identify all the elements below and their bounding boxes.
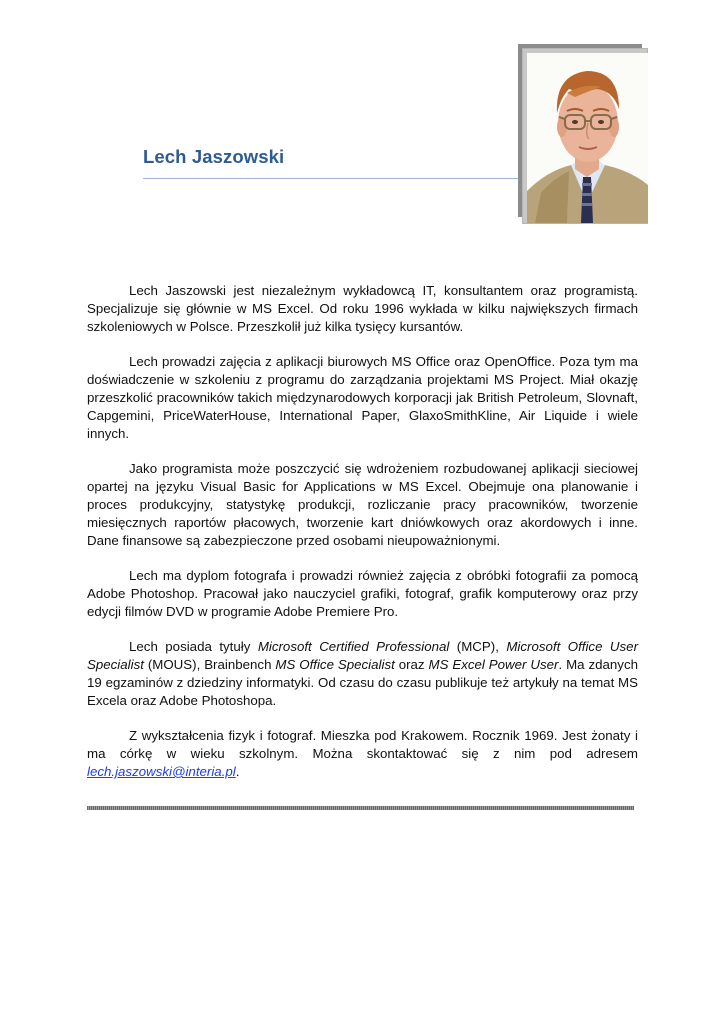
text-segment: . [235,764,240,779]
portrait-icon [527,53,648,223]
page-title: Lech Jaszowski [143,146,285,167]
paragraph-office: Lech prowadzi zajęcia z aplikacji biurowych MS Office oraz OpenOffice. Poza tym ma doświadczenie w szkoleniu z programu do zarządzania projektami MS Project. Miał okazję przeszkolić pracowników takich międzynarodowych korporacji jak British Petroleum, Slovnaft, Capgemini, PriceWaterHouse, International Paper, GlaxoSmithKline, Air Liquide i wiele innych. [87,354,638,441]
text-segment: oraz [394,657,429,672]
title-underline [143,178,519,179]
certification-mcp: Microsoft Certified Professional [257,639,450,654]
text-segment: (MCP), [449,639,507,654]
certification-excel-power-user: MS Excel Power User [428,657,559,672]
certification-office-specialist: MS Office Specialist [275,657,395,672]
paragraph-intro: Lech Jaszowski jest niezależnym wykładowcą IT, konsultantem oraz programistą. Specjalizuje się głównie w MS Excel. Od roku 1996 wykłada w kilku największych firmach szkoleniowych w Polsce. Przeszkolił już kilka tysięcy kursantów. [87,283,638,334]
paragraph-photography: Lech ma dyplom fotografa i prowadzi również zajęcia z obróbki fotografii za pomocą Adobe Photoshop. Pracował jako nauczyciel grafiki, fotograf, grafik komputerowy oraz przy edycji filmów DVD w programie Adobe Premiere Pro. [87,568,638,619]
paragraph-certifications [87,638,638,710]
text-segment: (MOUS), Brainbench [143,657,276,672]
text-segment: Lech posiada tytuły [129,639,258,654]
email-link[interactable]: lech.jaszowski@interia.pl [87,764,236,779]
certification-mous: Microsoft Office User Specialist [87,639,638,672]
paragraph-contact [87,727,638,781]
text-segment: . Ma zdanych 19 egzaminów z dziedziny informatyki. Od czasu do czasu publikuje też artykuły na temat MS Excela oraz Adobe Photoshopa. [87,657,638,708]
text-segment: Z wykształcenia fizyk i fotograf. Mieszka pod Krakowem. Rocznik 1969. Jest żonaty i ma córkę w wieku szkolnym. Można skontaktować się z nim pod adresem [87,728,638,761]
biography-text [87,282,638,798]
paragraph-programming: Jako programista może poszczycić się wdrożeniem rozbudowanej aplikacji sieciowej opartej na języku Visual Basic for Applications w MS Excel. Obejmuje ona planowanie i proces produkcyjny, statystykę produkcji, rozliczanie pracy pracowników, tworzenie miesięcznych raportów płacowych, tworzenie kart dniówkowych oraz akordowych i inne. Dane finansowe są zabezpieczone przed osobami nieupoważnionymi. [87,461,638,548]
footer-divider [87,806,634,810]
portrait-photo [527,53,648,223]
